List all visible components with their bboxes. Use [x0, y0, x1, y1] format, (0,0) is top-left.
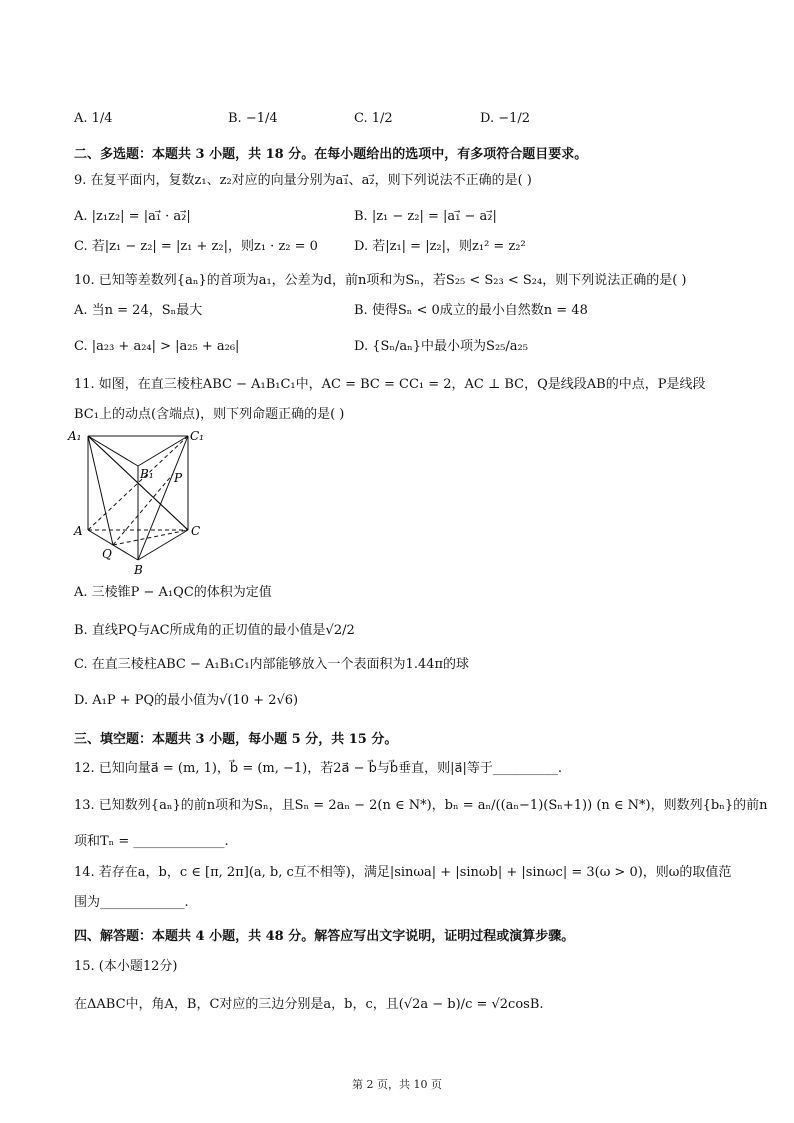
label-c1: C₁ [190, 429, 204, 443]
page-footer: 第 2 页，共 10 页 [352, 1078, 442, 1091]
label-a1: A₁ [68, 429, 82, 443]
q10-option-c: C. |a₂₃ + a₂₄| > |a₂₅ + a₂₆| [74, 339, 240, 354]
section-heading-fill-in: 三、填空题：本题共 3 小题，每小题 5 分，共 15 分。 [74, 732, 398, 747]
prism-figure [66, 426, 216, 578]
q9-option-b: B. |z₁ − z₂| = |a₁⃗ − a₂⃗| [354, 209, 497, 224]
q11-stem-line2: BC₁上的动点(含端点)，则下列命题正确的是( ) [74, 407, 345, 422]
q9-option-c: C. 若|z₁ − z₂| = |z₁ + z₂|，则z₁ · z₂ = 0 [74, 239, 318, 254]
q11-option-a: A. 三棱锥P − A₁QC的体积为定值 [74, 585, 272, 600]
q11-option-b: B. 直线PQ与AC所成角的正切值的最小值是√2/2 [74, 623, 355, 638]
label-b: B [134, 563, 143, 577]
label-a: A [74, 524, 83, 538]
q8-option-d: D. −1/2 [480, 111, 531, 126]
q13-line1: 13. 已知数列{aₙ}的前n项和为Sₙ，且Sₙ = 2aₙ − 2(n ∈ N*)，bₙ = aₙ/((aₙ−1)(Sₙ+1)) (n ∈ N*)，则数列{bₙ}的前n [74, 798, 768, 813]
q11-option-c: C. 在直三棱柱ABC − A₁B₁C₁内部能够放入一个表面积为1.44π的球 [74, 657, 470, 672]
label-q: Q [102, 547, 112, 561]
q11-stem-line1: 11. 如图，在直三棱柱ABC − A₁B₁C₁中，AC = BC = CC₁ = 2，AC ⊥ BC，Q是线段AB的中点，P是线段 [74, 377, 706, 392]
q15-title: 15. (本小题12分) [74, 959, 178, 974]
q10-option-d: D. {Sₙ/aₙ}中最小项为S₂₅/a₂₅ [354, 339, 528, 354]
q12-text: 12. 已知向量a⃗ = (m, 1)，b⃗ = (m, −1)，若2a⃗ − b⃗与b⃗垂直，则|a⃗|等于__________. [74, 761, 563, 776]
section-heading-multiple-choice: 二、多选题：本题共 3 小题，共 18 分。在每小题给出的选项中，有多项符合题目要求。 [74, 147, 588, 162]
q8-option-b: B. −1/4 [228, 111, 278, 126]
label-b1: B₁ [140, 467, 154, 481]
q10-stem: 10. 已知等差数列{aₙ}的首项为a₁，公差为d，前n项和为Sₙ，若S₂₅ < S₂₃ < S₂₄，则下列说法正确的是( ) [74, 273, 687, 288]
q9-option-a: A. |z₁z₂| = |a₁⃗ · a₂⃗| [74, 209, 191, 224]
section-heading-solutions: 四、解答题：本题共 4 小题，共 48 分。解答应写出文字说明，证明过程或演算步骤。 [74, 929, 575, 944]
q10-option-a: A. 当n = 24，Sₙ最大 [74, 303, 203, 318]
q8-option-a: A. 1/4 [74, 111, 113, 126]
q9-option-d: D. 若|z₁| = |z₂|，则z₁² = z₂² [354, 239, 526, 254]
label-c: C [191, 524, 201, 538]
q14-line1: 14. 若存在a，b，c ∈ [π, 2π](a, b, c互不相等)，满足|sinωa| + |sinωb| + |sinωc| = 3(ω > 0)，则ω的取值范 [74, 865, 732, 880]
q8-option-c: C. 1/2 [354, 111, 393, 126]
q15-line1: 在ΔABC中，角A，B，C对应的三边分别是a，b，c，且(√2a − b)/c = √2cosB. [74, 997, 544, 1012]
q13-line2: 项和Tₙ = ______________. [74, 834, 229, 849]
q14-line2: 围为_____________. [74, 895, 189, 910]
label-p: P [174, 471, 183, 485]
q11-option-d: D. A₁P + PQ的最小值为√(10 + 2√6) [74, 693, 299, 708]
q9-stem: 9. 在复平面内，复数z₁、z₂对应的向量分别为a₁⃗、a₂⃗，则下列说法不正确的是( ) [74, 173, 532, 188]
q10-option-b: B. 使得Sₙ < 0成立的最小自然数n = 48 [354, 303, 588, 318]
